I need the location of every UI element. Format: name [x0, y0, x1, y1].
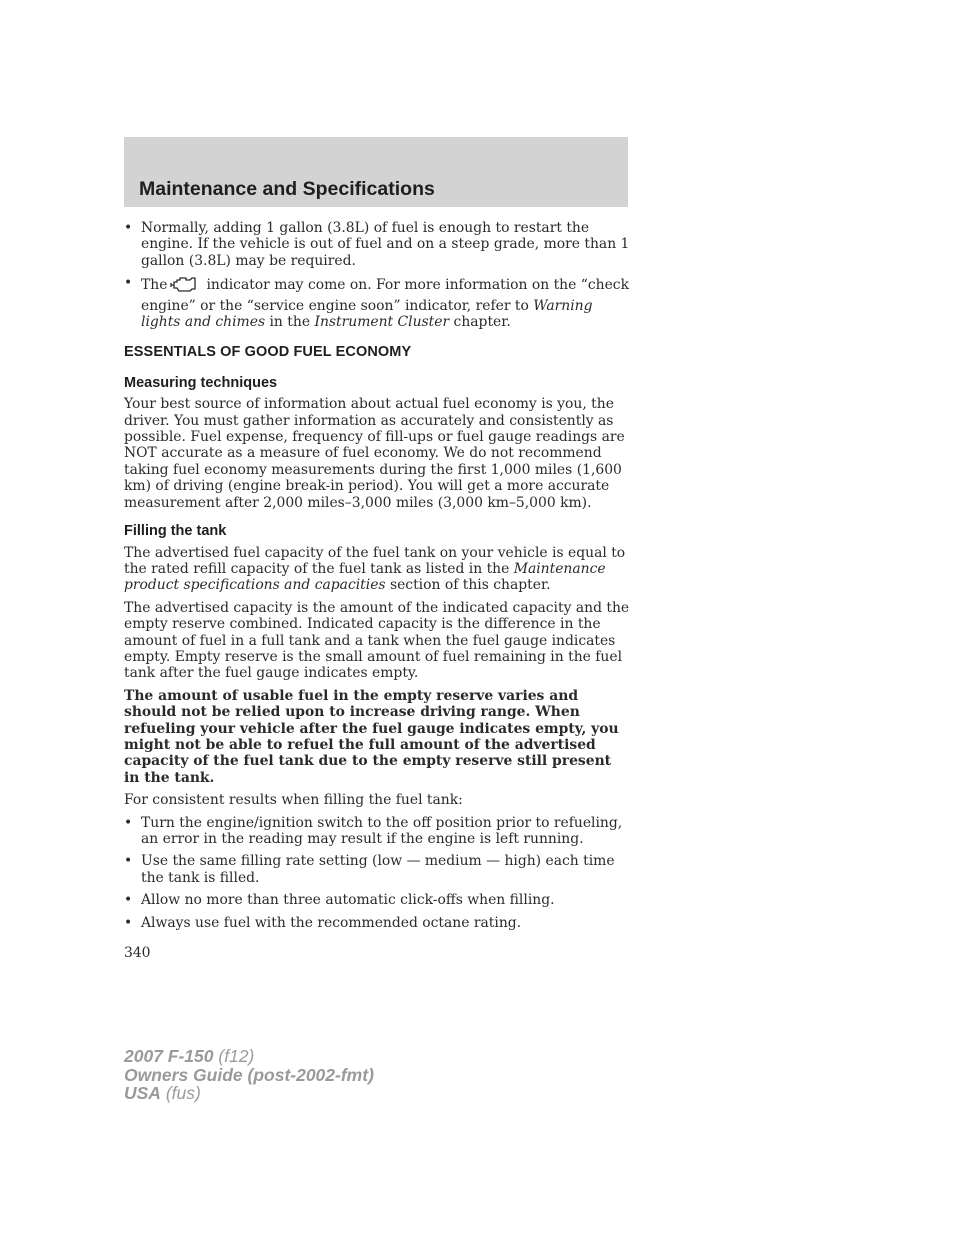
bullet-marker: •: [124, 914, 133, 931]
capacity-text-end: section of this chapter.: [385, 577, 551, 594]
bullet-marker: •: [124, 892, 133, 909]
section-heading: ESSENTIALS OF GOOD FUEL ECONOMY: [124, 344, 412, 361]
footer-line-market: USA (fus): [124, 1083, 201, 1103]
paragraph-capacity: [124, 545, 630, 594]
reference-specifications: Maintenance product specifications and capacities: [124, 560, 606, 594]
bullet-text-join: in the: [265, 314, 315, 331]
bullet-text: Turn the engine/ignition switch to the off position prior to refueling, an error in the reading may result if the engine is left running.: [141, 814, 623, 847]
chapter-title: Maintenance and Specifications: [139, 178, 435, 200]
page-content: [124, 220, 630, 961]
subheading-measuring: Measuring techniques: [124, 374, 278, 391]
bullet-marker: •: [124, 853, 133, 870]
paragraph-reserve: The advertised capacity is the amount of the indicated capacity and the empty reserve combined. Indicated capacity is the difference in the amount of fuel in a full tank and a tank when the fuel gauge indicates empty. Empty reserve is the small amount of fuel remaining in the fuel tank after the fuel gauge indicates empty.: [124, 599, 630, 682]
bullet-text-mid: indicator may come on. For more information on the “check engine” or the “service engine soon” indicator, refer to: [141, 277, 630, 314]
list-item: [124, 915, 630, 931]
reference-instrument-cluster: Instrument Cluster: [314, 314, 450, 331]
paragraph-intro: For consistent results when filling the fuel tank:: [124, 792, 463, 809]
capacity-text-start: The advertised fuel capacity of the fuel tank on your vehicle is equal to the rated refill capacity of the fuel tank as listed in the: [124, 544, 626, 577]
bullet-marker: •: [124, 814, 133, 831]
bullet-text: Normally, adding 1 gallon (3.8L) of fuel is enough to restart the engine. If the vehicle is out of fuel and on a steep grade, more than 1 gallon (3.8L) may be required.: [141, 220, 630, 269]
check-engine-icon: [170, 275, 198, 297]
list-item: [124, 815, 630, 848]
list-item: [124, 853, 630, 886]
footer-line-guide: Owners Guide (post-2002-fmt): [124, 1064, 374, 1085]
footer-line-model: 2007 F-150 (f12): [124, 1046, 255, 1066]
warning-paragraph: The amount of usable fuel in the empty reserve varies and should not be relied upon to increase driving range. When refueling your vehicle after the fuel gauge indicates empty, you might not be able to refuel the full amount of the advertised capacity of the fuel tank due to the empty reserve still present in the tank.: [124, 687, 619, 786]
page-number: 340: [124, 945, 151, 962]
bullet-text: Always use fuel with the recommended octane rating.: [141, 914, 522, 931]
reference-warning-lights: Warning lights and chimes: [141, 297, 593, 331]
paragraph-measuring: Your best source of information about actual fuel economy is you, the driver. You must gather information as accurately and consistently as possible. Fuel expense, frequency of fill-ups or fuel gauge readings are NOT accurate as a measure of fuel economy. We do not recommend taking fuel economy measurements during the first 1,000 miles (1,600 km) of driving (engine break-in period). You will get a more accurate measurement after 2,000 miles–3,000 miles (3,000 km–5,000 km).: [124, 396, 625, 511]
subheading-filling: Filling the tank: [124, 523, 227, 540]
bullet-marker: •: [124, 220, 133, 236]
bullet-text: Use the same filling rate setting (low — medium — high) each time the tank is filled.: [141, 853, 615, 886]
bullet-text: Allow no more than three automatic click-offs when filling.: [141, 892, 555, 909]
bullet-marker: •: [124, 275, 133, 292]
document-footer: [124, 1047, 374, 1103]
bullet-text-start: The: [141, 277, 168, 294]
list-item: [124, 275, 630, 330]
list-item: [124, 220, 630, 269]
list-item: [124, 892, 630, 908]
chapter-header: [124, 137, 628, 207]
bullet-text-end: chapter.: [449, 314, 511, 331]
